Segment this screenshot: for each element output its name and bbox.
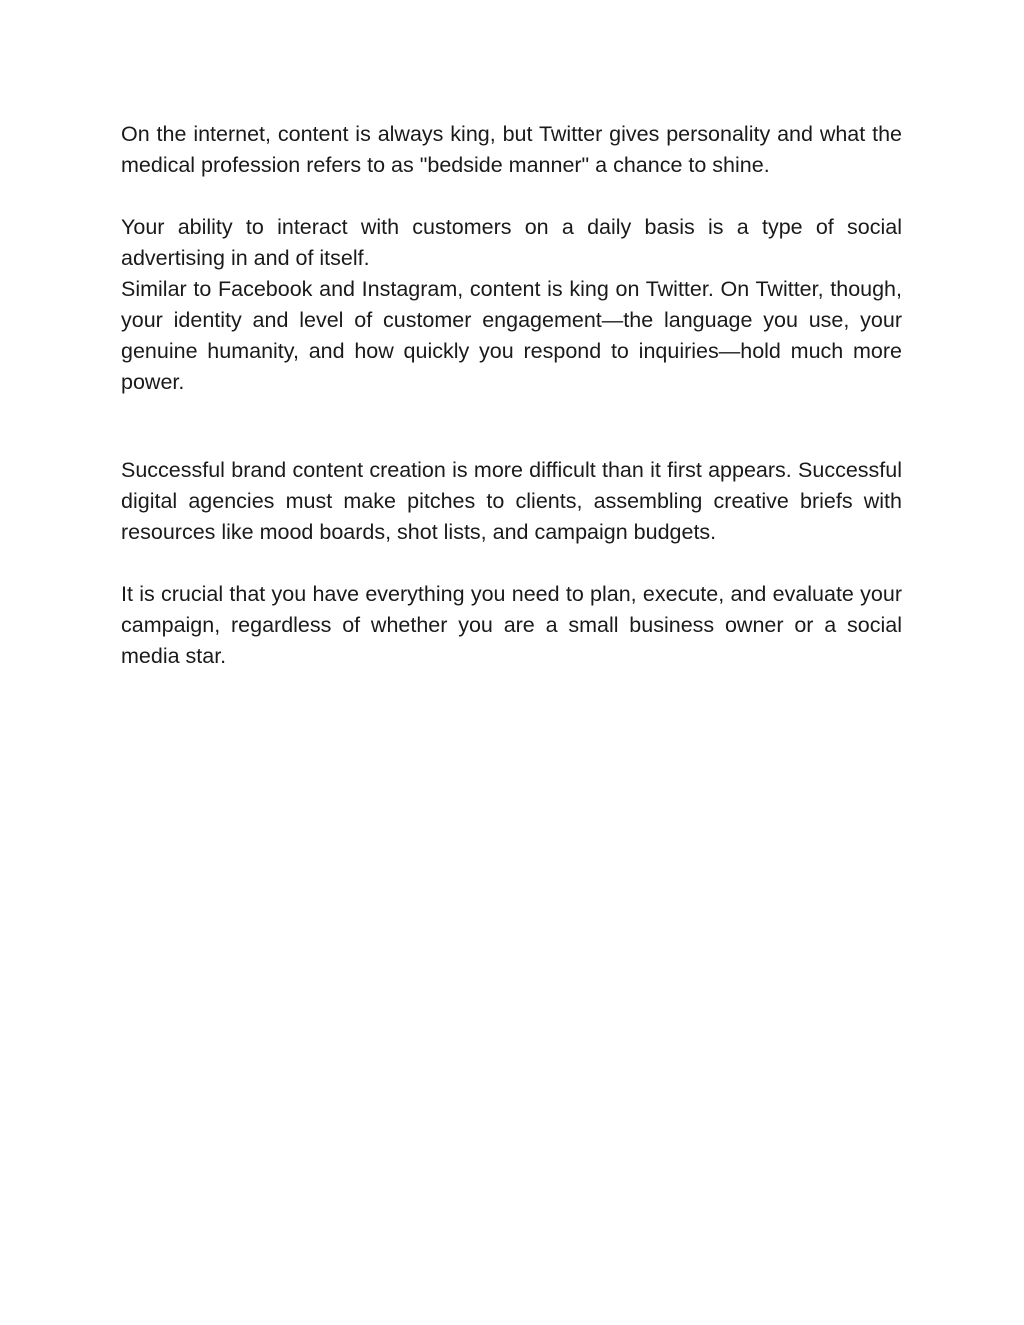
- paragraph-spacer: [121, 398, 902, 455]
- paragraph-brand-content: Successful brand content creation is more difficult than it first appears. Successful digital agencies must make pitches to clients, assembling creative briefs with resources like mood boards, shot lists, and campaign budgets.: [121, 458, 902, 544]
- paragraph-spacer: [121, 181, 902, 212]
- paragraph-campaign-planning: It is crucial that you have everything you need to plan, execute, and evaluate your campaign, regardless of whether you are a small business owner or a social media star.: [121, 582, 902, 668]
- document-body: [121, 119, 902, 672]
- paragraph-customer-engagement: Similar to Facebook and Instagram, content is king on Twitter. On Twitter, though, your identity and level of customer engagement—the language you use, your genuine humanity, and how quickly you respond to inquiries—hold much more power.: [121, 277, 902, 394]
- paragraph-spacer: [121, 548, 902, 579]
- paragraph-social-advertising: Your ability to interact with customers on a daily basis is a type of social advertising in and of itself.: [121, 215, 902, 270]
- paragraph-twitter-personality: On the internet, content is always king, but Twitter gives personality and what the medical profession refers to as "bedside manner" a chance to shine.: [121, 122, 902, 177]
